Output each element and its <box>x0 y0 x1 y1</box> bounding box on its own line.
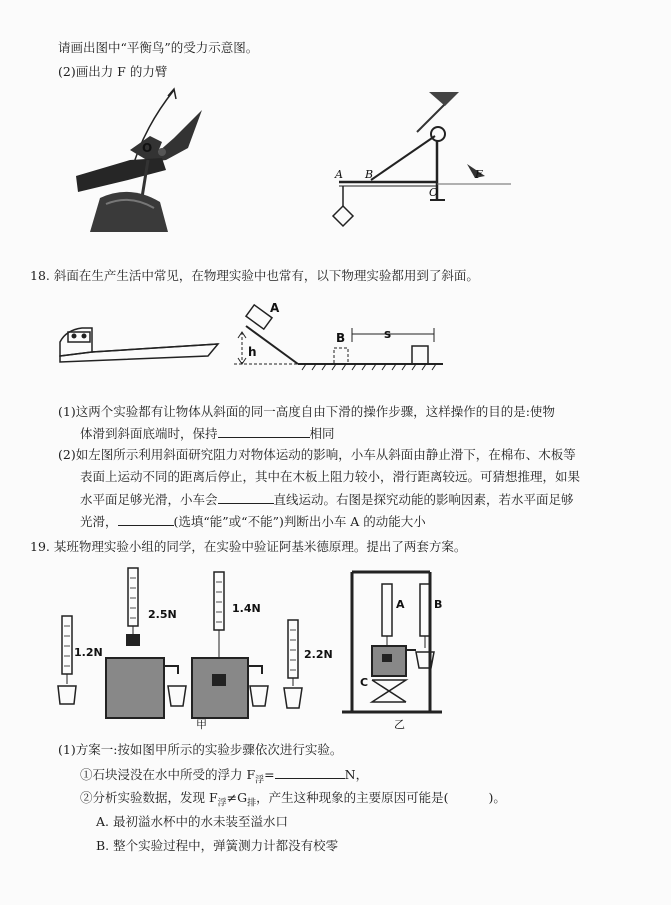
instruction-line-2: (2)画出力 F 的力臂 <box>58 64 168 79</box>
q18-label-a: A <box>270 301 280 315</box>
lever-label-a: A <box>335 168 343 181</box>
reading-1-4n: 1.4N <box>232 602 261 615</box>
reading-2-2n: 2.2N <box>304 648 333 661</box>
answer-blank-2[interactable] <box>218 491 274 504</box>
q18-part2-line2: 表面上运动不同的距离后停止，其中在木板上阻力较小，滑行距离较远。可猜想推理，如果 <box>80 469 581 484</box>
lift-label-c: C <box>360 676 369 689</box>
answer-blank-1[interactable] <box>218 425 310 438</box>
q18-part2-line4: 光滑， (选填“能”或“不能”)判断出小车 A 的动能大小 <box>80 514 426 529</box>
q18-label-h: h <box>248 345 257 359</box>
q18-part2-line3: 水平面足够光滑，小车会 直线运动。右图是探究动能的影响因素，若水平面足够 <box>80 492 574 507</box>
q18-part2-line1: (2)如左图所示利用斜面研究阻力对物体运动的影响，小车从斜面由静止滑下，在棉布、木板等 <box>58 447 576 462</box>
fig-label-yi: 乙 <box>394 718 405 731</box>
q19-question-2: ②分析实验数据，发现 $F_浮\ne G_排$，产生这种现象的主要原因可能是( )。 <box>80 790 506 809</box>
q18-stem: 18. 斜面在生产生活中常见，在物理实验中也常有，以下物理实验都用到了斜面。 <box>30 268 479 283</box>
q19-figure <box>56 562 486 732</box>
lever-label-o: O <box>429 186 439 199</box>
answer-blank-3[interactable] <box>118 513 174 526</box>
scale-label-a: A <box>396 598 405 611</box>
lever-figure <box>325 92 515 237</box>
lever-label-f: F <box>475 168 483 181</box>
q18-figure <box>58 300 448 380</box>
reading-2-5n: 2.5N <box>148 608 177 621</box>
q18-label-b: B <box>336 331 346 345</box>
q18-part1-line1: (1)这两个实验都有让物体从斜面的同一高度自由下滑的操作步骤，这样操作的目的是:使物 <box>58 404 555 419</box>
reading-1-2n: 1.2N <box>74 646 103 659</box>
q19-question-1: ①石块浸没在水中所受的浮力 $F_浮= N$， <box>80 767 369 786</box>
q18-label-s: s <box>384 327 392 341</box>
lever-label-b: B <box>365 168 374 181</box>
bird-pivot-label: O <box>142 141 153 155</box>
balance-bird-figure <box>70 80 220 232</box>
q18-part1-line2: 体滑到斜面底端时，保持 相同 <box>80 426 335 441</box>
q19-plan1: (1)方案一:按如图甲所示的实验步骤依次进行实验。 <box>58 742 343 757</box>
answer-blank-buoyancy[interactable] <box>275 766 345 779</box>
option-a: A. 最初溢水杯中的水未装至溢水口 <box>96 814 288 829</box>
option-b: B. 整个实验过程中，弹簧测力计都没有校零 <box>96 838 339 853</box>
instruction-line-1: 请画出图中“平衡鸟”的受力示意图。 <box>58 40 259 55</box>
fig-label-jia: 甲 <box>196 718 207 731</box>
scale-label-b: B <box>434 598 443 611</box>
q19-stem: 19. 某班物理实验小组的同学，在实验中验证阿基米德原理。提出了两套方案。 <box>30 539 467 554</box>
